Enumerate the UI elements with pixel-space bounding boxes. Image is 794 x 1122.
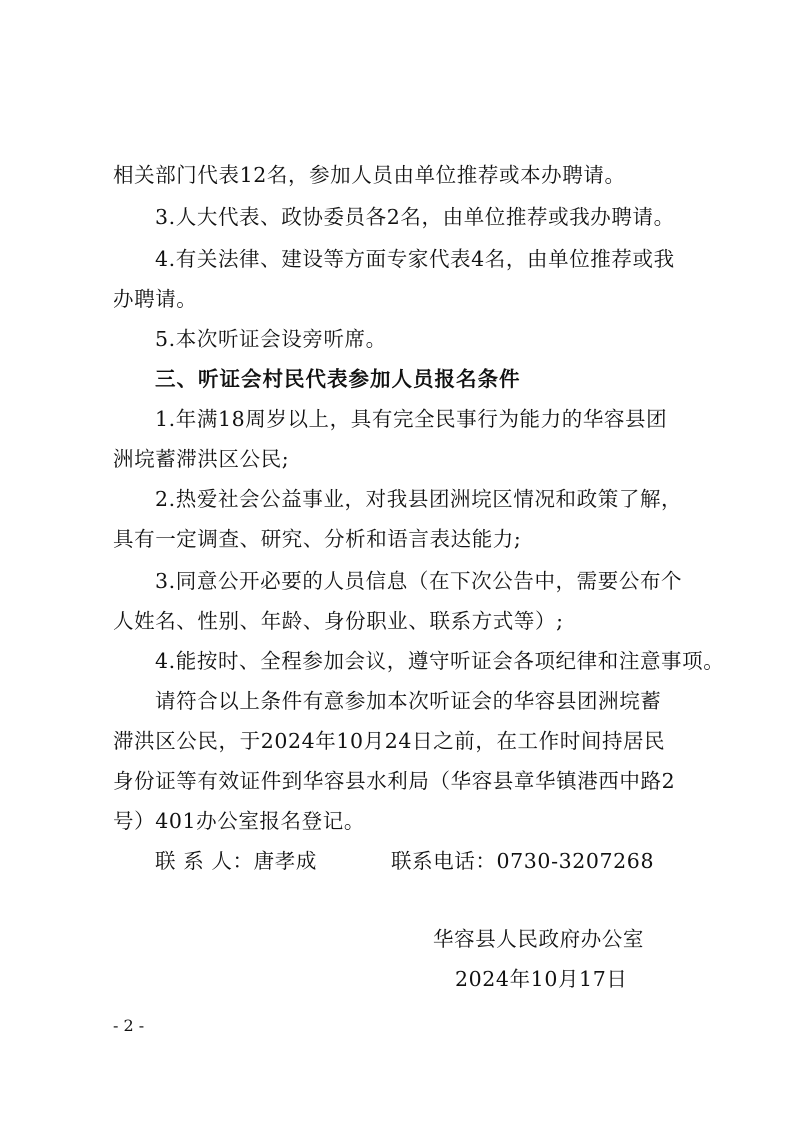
paragraph-line: 1.年满18周岁以上，具有完全民事行为能力的华容县团 [155,407,668,431]
paragraph-line: 3.同意公开必要的人员信息（在下次公告中，需要公布个 [155,569,683,593]
paragraph-line: 具有一定调查、研究、分析和语言表达能力; [113,527,522,551]
contact-person: 联 系 人：唐孝成 [155,849,317,873]
paragraph-line: 滞洪区公民，于2024年10月24日之前，在工作时间持居民 [113,729,666,753]
paragraph-line: 号）401办公室报名登记。 [113,809,365,833]
issue-date: 2024年10月17日 [455,967,628,991]
paragraph-line: 3.人大代表、政协委员各2名，由单位推荐或我办聘请。 [155,205,675,229]
paragraph-line: 洲垸蓄滞洪区公民; [113,447,290,471]
page-number: - 2 - [113,1016,145,1035]
paragraph-line: 身份证等有效证件到华容县水利局（华容县章华镇港西中路2 [113,769,676,793]
issuing-office: 华容县人民政府办公室 [433,927,644,951]
paragraph-line: 2.热爱社会公益事业，对我县团洲垸区情况和政策了解， [155,487,683,511]
contact-phone: 联系电话：0730-3207268 [391,849,655,873]
paragraph-line: 相关部门代表12名，参加人员由单位推荐或本办聘请。 [113,163,626,187]
paragraph-line: 请符合以上条件有意参加本次听证会的华容县团洲垸蓄 [155,689,662,713]
paragraph-line: 4.有关法律、建设等方面专家代表4名，由单位推荐或我 [155,247,675,271]
paragraph-line: 5.本次听证会设旁听席。 [155,327,387,351]
paragraph-line: 人姓名、性别、年龄、身份职业、联系方式等）; [113,609,564,633]
paragraph-line: 办聘请。 [113,287,198,311]
paragraph-line: 4.能按时、全程参加会议，遵守听证会各项纪律和注意事项。 [155,649,725,673]
section-heading: 三、听证会村民代表参加人员报名条件 [155,367,521,391]
